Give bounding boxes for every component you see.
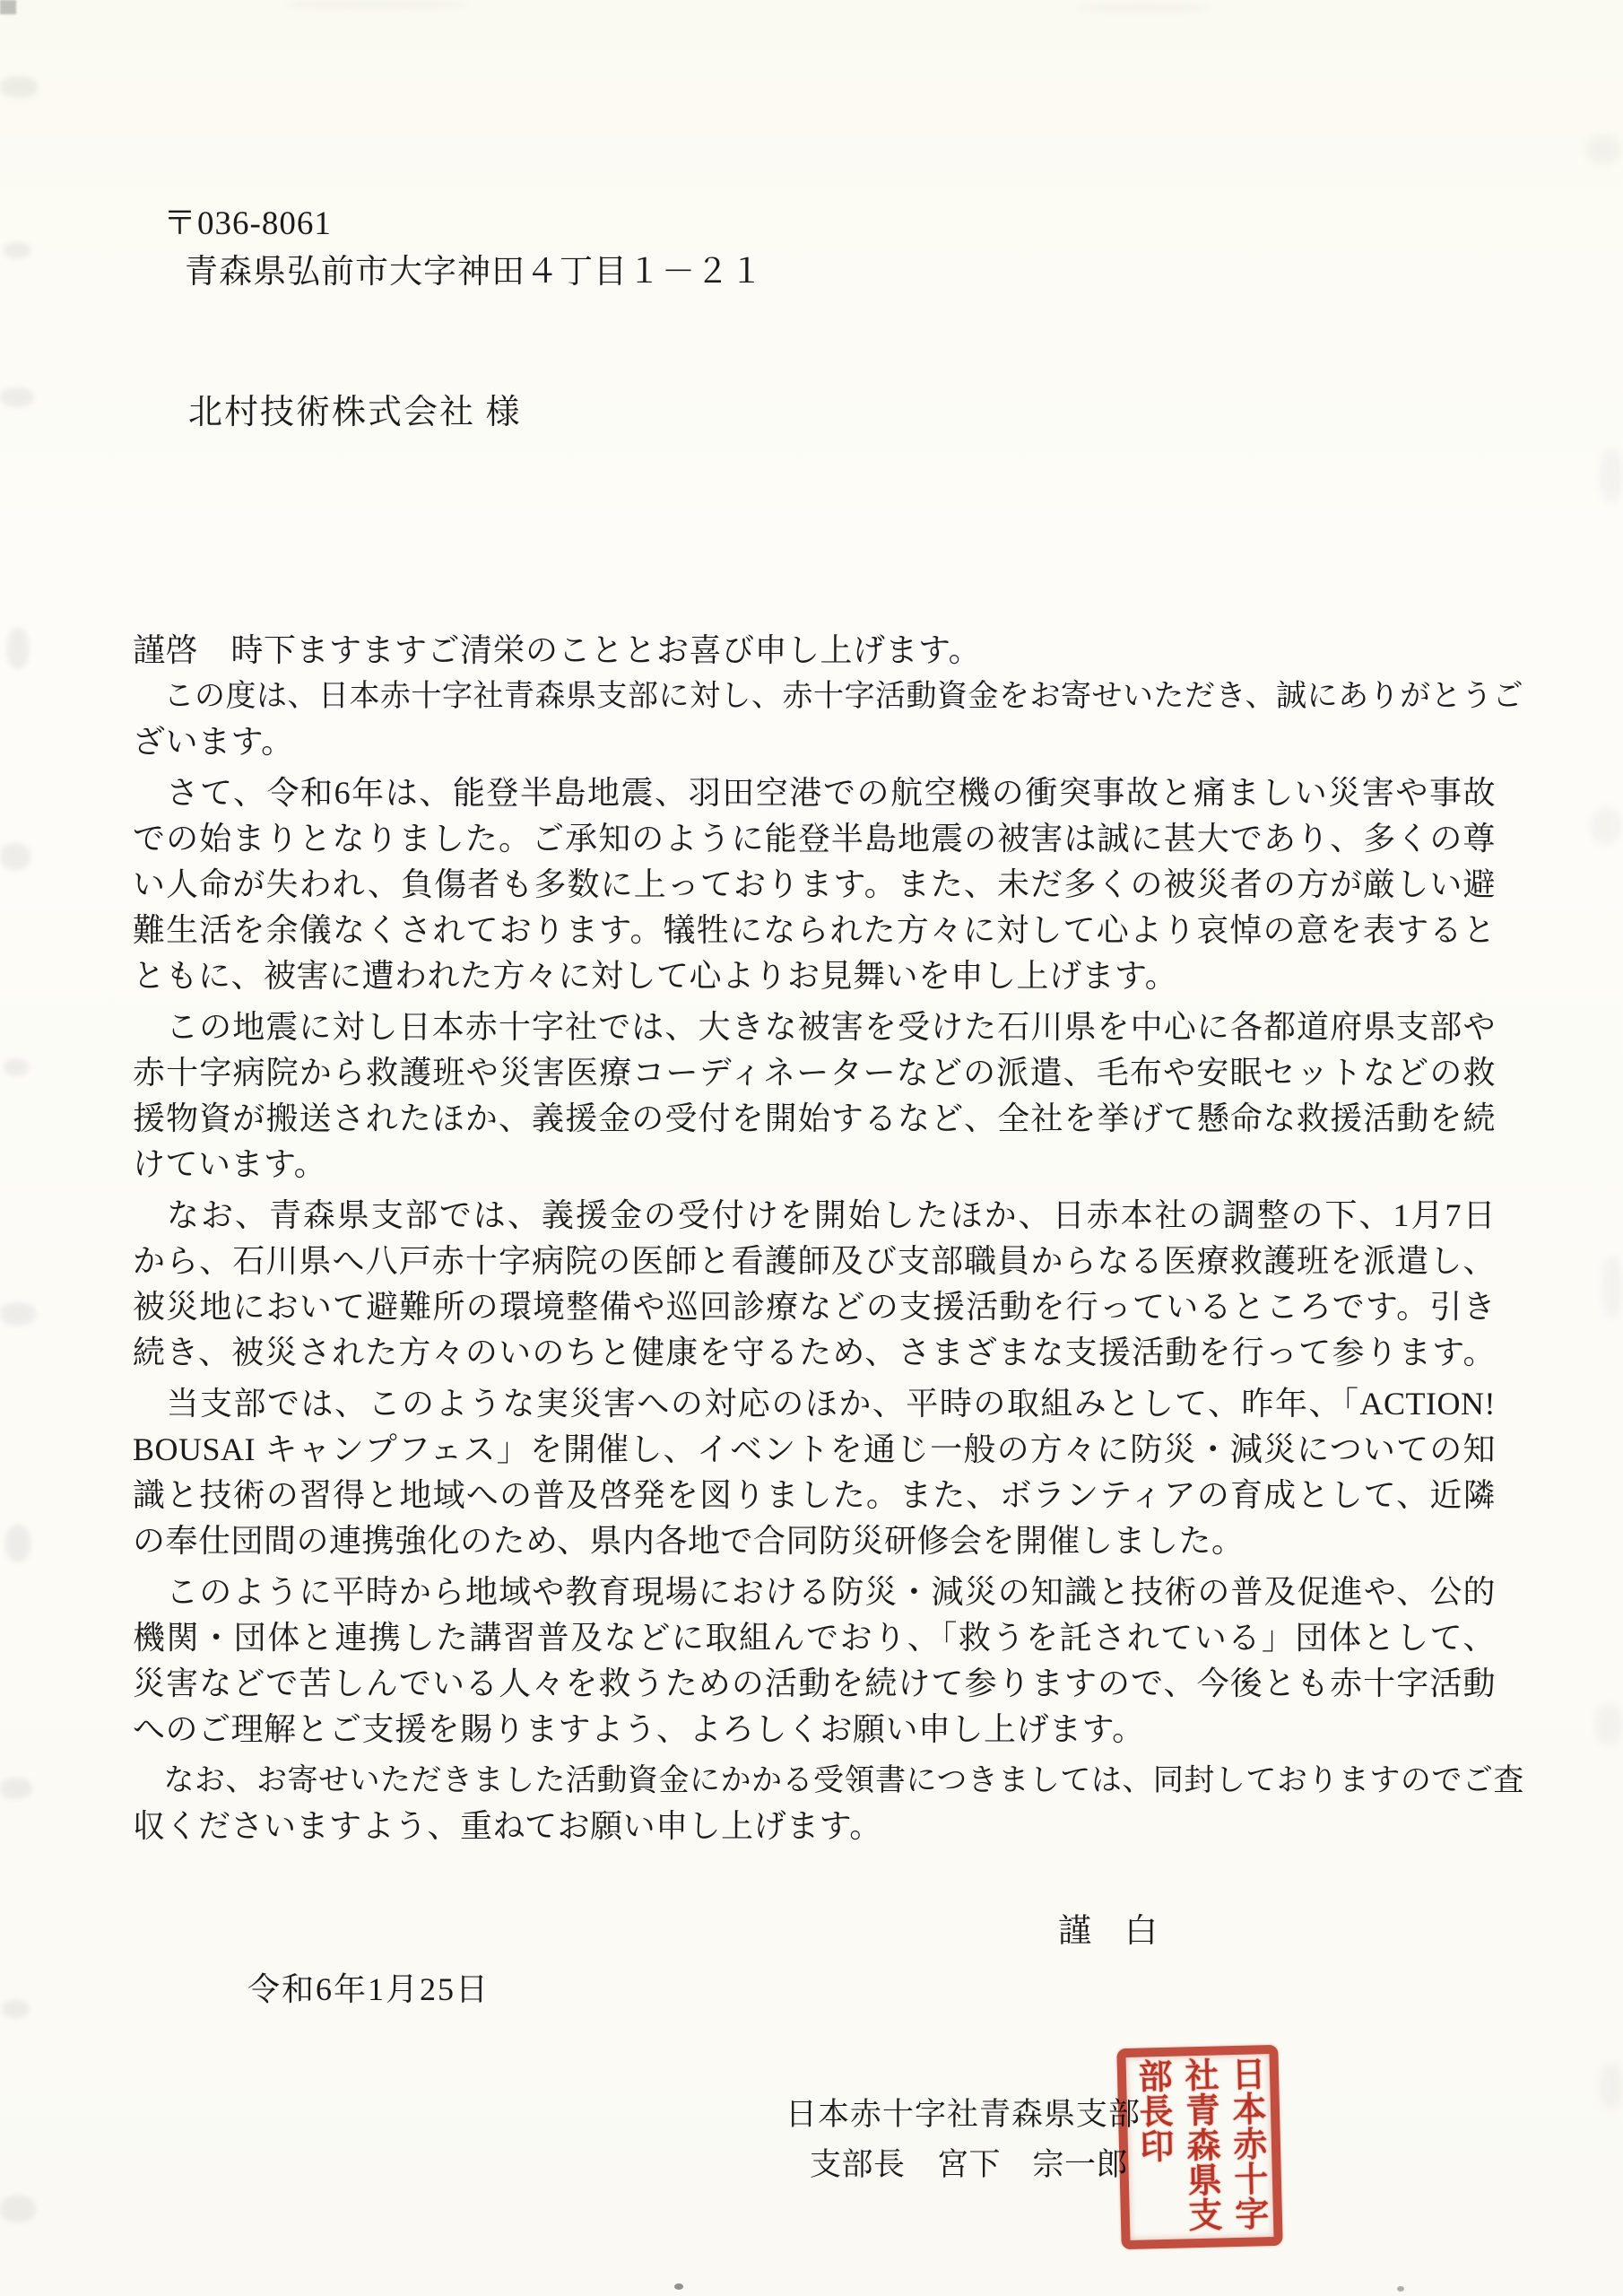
scan-artifact [1600, 448, 1623, 502]
scan-artifact [0, 1302, 36, 1326]
scan-artifact [5, 1525, 30, 1562]
body-line: 災害などで苦しんでいる人々を救うための活動を続けて参りますので、今後とも赤十字活動 [133, 1665, 1496, 1701]
scan-artifact [4, 1058, 29, 1076]
body-line: から、石川県へ八戸赤十字病院の医師と看護師及び支部職員からなる医療救護班を派遣し、 [133, 1243, 1496, 1279]
signature-title-name: 支部長 宮下 宗一郎 [810, 2147, 1129, 2182]
body-line: 当支部では、このような実災害への対応のほか、平時の取組みとして、昨年、「ACTION! [133, 1386, 1496, 1422]
letter-body [133, 628, 1524, 1849]
body-line: 続き、被災された方々のいのちと健康を守るため、さまざまな支援活動を行って参ります。 [133, 1335, 1496, 1370]
scan-artifact [1591, 807, 1621, 845]
body-line: なお、青森県支部では、義援金の受付けを開始したほか、日赤本社の調整の下、1月7日 [133, 1197, 1496, 1233]
body-line: い人命が失われ、負傷者も多数に上っております。また、未だ多くの被災者の方が厳しい避 [133, 866, 1496, 902]
body-line: 謹啓 時下ますますご清栄のこととお喜び申し上げます。 [133, 632, 982, 668]
body-line: なお、お寄せいただきました活動資金にかかる受領書につきましては、同封しておりますのでご査 [133, 1764, 1524, 1797]
scan-artifact [0, 1778, 32, 1799]
scan-artifact [287, 0, 466, 9]
red-seal-stamp [1116, 2045, 1282, 2249]
body-line: けています。 [133, 1146, 327, 1182]
body-line: 難生活を余儀なくされております。犠牲になられた方々に対して心より哀悼の意を表すると [133, 912, 1496, 948]
scan-artifact [1585, 135, 1621, 165]
body-line: 赤十字病院から救護班や災害医療コーディネーターなどの派遣、毛布や安眠セットなどの救 [133, 1055, 1496, 1091]
body-line: 識と技術の習得と地域への普及啓発を図りました。また、ボランティアの育成として、近隣 [133, 1477, 1496, 1513]
body-line: 被災地において避難所の環境整備や巡回診療などの支援活動を行っているところです。引き [133, 1289, 1496, 1325]
scan-speck [674, 2283, 683, 2290]
body-line: 援物資が搬送されたほか、義援金の受付を開始するなど、全社を挙げて懸命な救援活動を続 [133, 1100, 1496, 1136]
body-line: このように平時から地域や教育現場における防災・減災の知識と技術の普及促進や、公的 [133, 1574, 1496, 1610]
scan-artifact [1594, 1704, 1623, 1745]
scan-artifact [7, 628, 29, 669]
scan-artifact [4, 242, 30, 258]
signature-organization: 日本赤十字社青森県支部 [785, 2097, 1141, 2132]
closing-keigo: 謹 白 [1058, 1913, 1158, 1950]
body-line: での始まりとなりました。ご承知のように能登半島地震の被害は誠に甚大であり、多くの尊 [133, 821, 1496, 857]
scan-artifact [2, 2000, 29, 2018]
scan-artifact [0, 387, 34, 407]
recipient-name: 北村技術株式会社 様 [188, 394, 522, 431]
body-line: この度は、日本赤十字社青森県支部に対し、赤十字活動資金をお寄せいただき、誠にありがとうご [133, 680, 1524, 713]
scan-artifact [0, 2196, 36, 2222]
scan-artifact [1600, 2063, 1623, 2109]
body-line: の奉仕団間の連携強化のため、県内各地で合同防災研修会を開催しました。 [133, 1523, 1245, 1559]
sender-postal-code: 〒036-8061 [163, 205, 332, 242]
seal-text: 日本赤十字社青森県支部長印 [1132, 2056, 1268, 2233]
scan-artifact [0, 843, 30, 870]
body-line: この地震に対し日本赤十字社では、大きな被害を受けた石川県を中心に各都道府県支部や [133, 1009, 1496, 1045]
body-line: 機関・団体と連携した講習普及などに取組んでおり、「救うを託されている」団体として、 [133, 1620, 1496, 1656]
scan-speck [1397, 2286, 1404, 2292]
scan-artifact [1601, 1256, 1623, 1318]
letter-date: 令和6年1月25日 [247, 1971, 490, 2007]
body-line: BOUSAI キャンプフェス」を開催し、イベントを通じ一般の方々に防災・減災についての知 [133, 1431, 1496, 1467]
sender-address: 青森県弘前市大字神田４丁目１－２１ [185, 254, 764, 291]
body-line: 収くださいますよう、重ねてお願い申し上げます。 [133, 1808, 882, 1844]
scan-artifact [0, 76, 38, 98]
body-line: さて、令和6年は、能登半島地震、羽田空港での航空機の衝突事故と痛ましい災害や事故 [133, 775, 1496, 811]
body-line: へのご理解とご支援を賜りますよう、よろしくお願い申し上げます。 [133, 1711, 1145, 1747]
scan-artifact [1076, 4, 1211, 12]
scan-artifact [0, 0, 16, 14]
body-line: ざいます。 [133, 724, 294, 760]
body-line: ともに、被害に遭われた方々に対して心よりお見舞いを申し上げます。 [133, 958, 1178, 994]
